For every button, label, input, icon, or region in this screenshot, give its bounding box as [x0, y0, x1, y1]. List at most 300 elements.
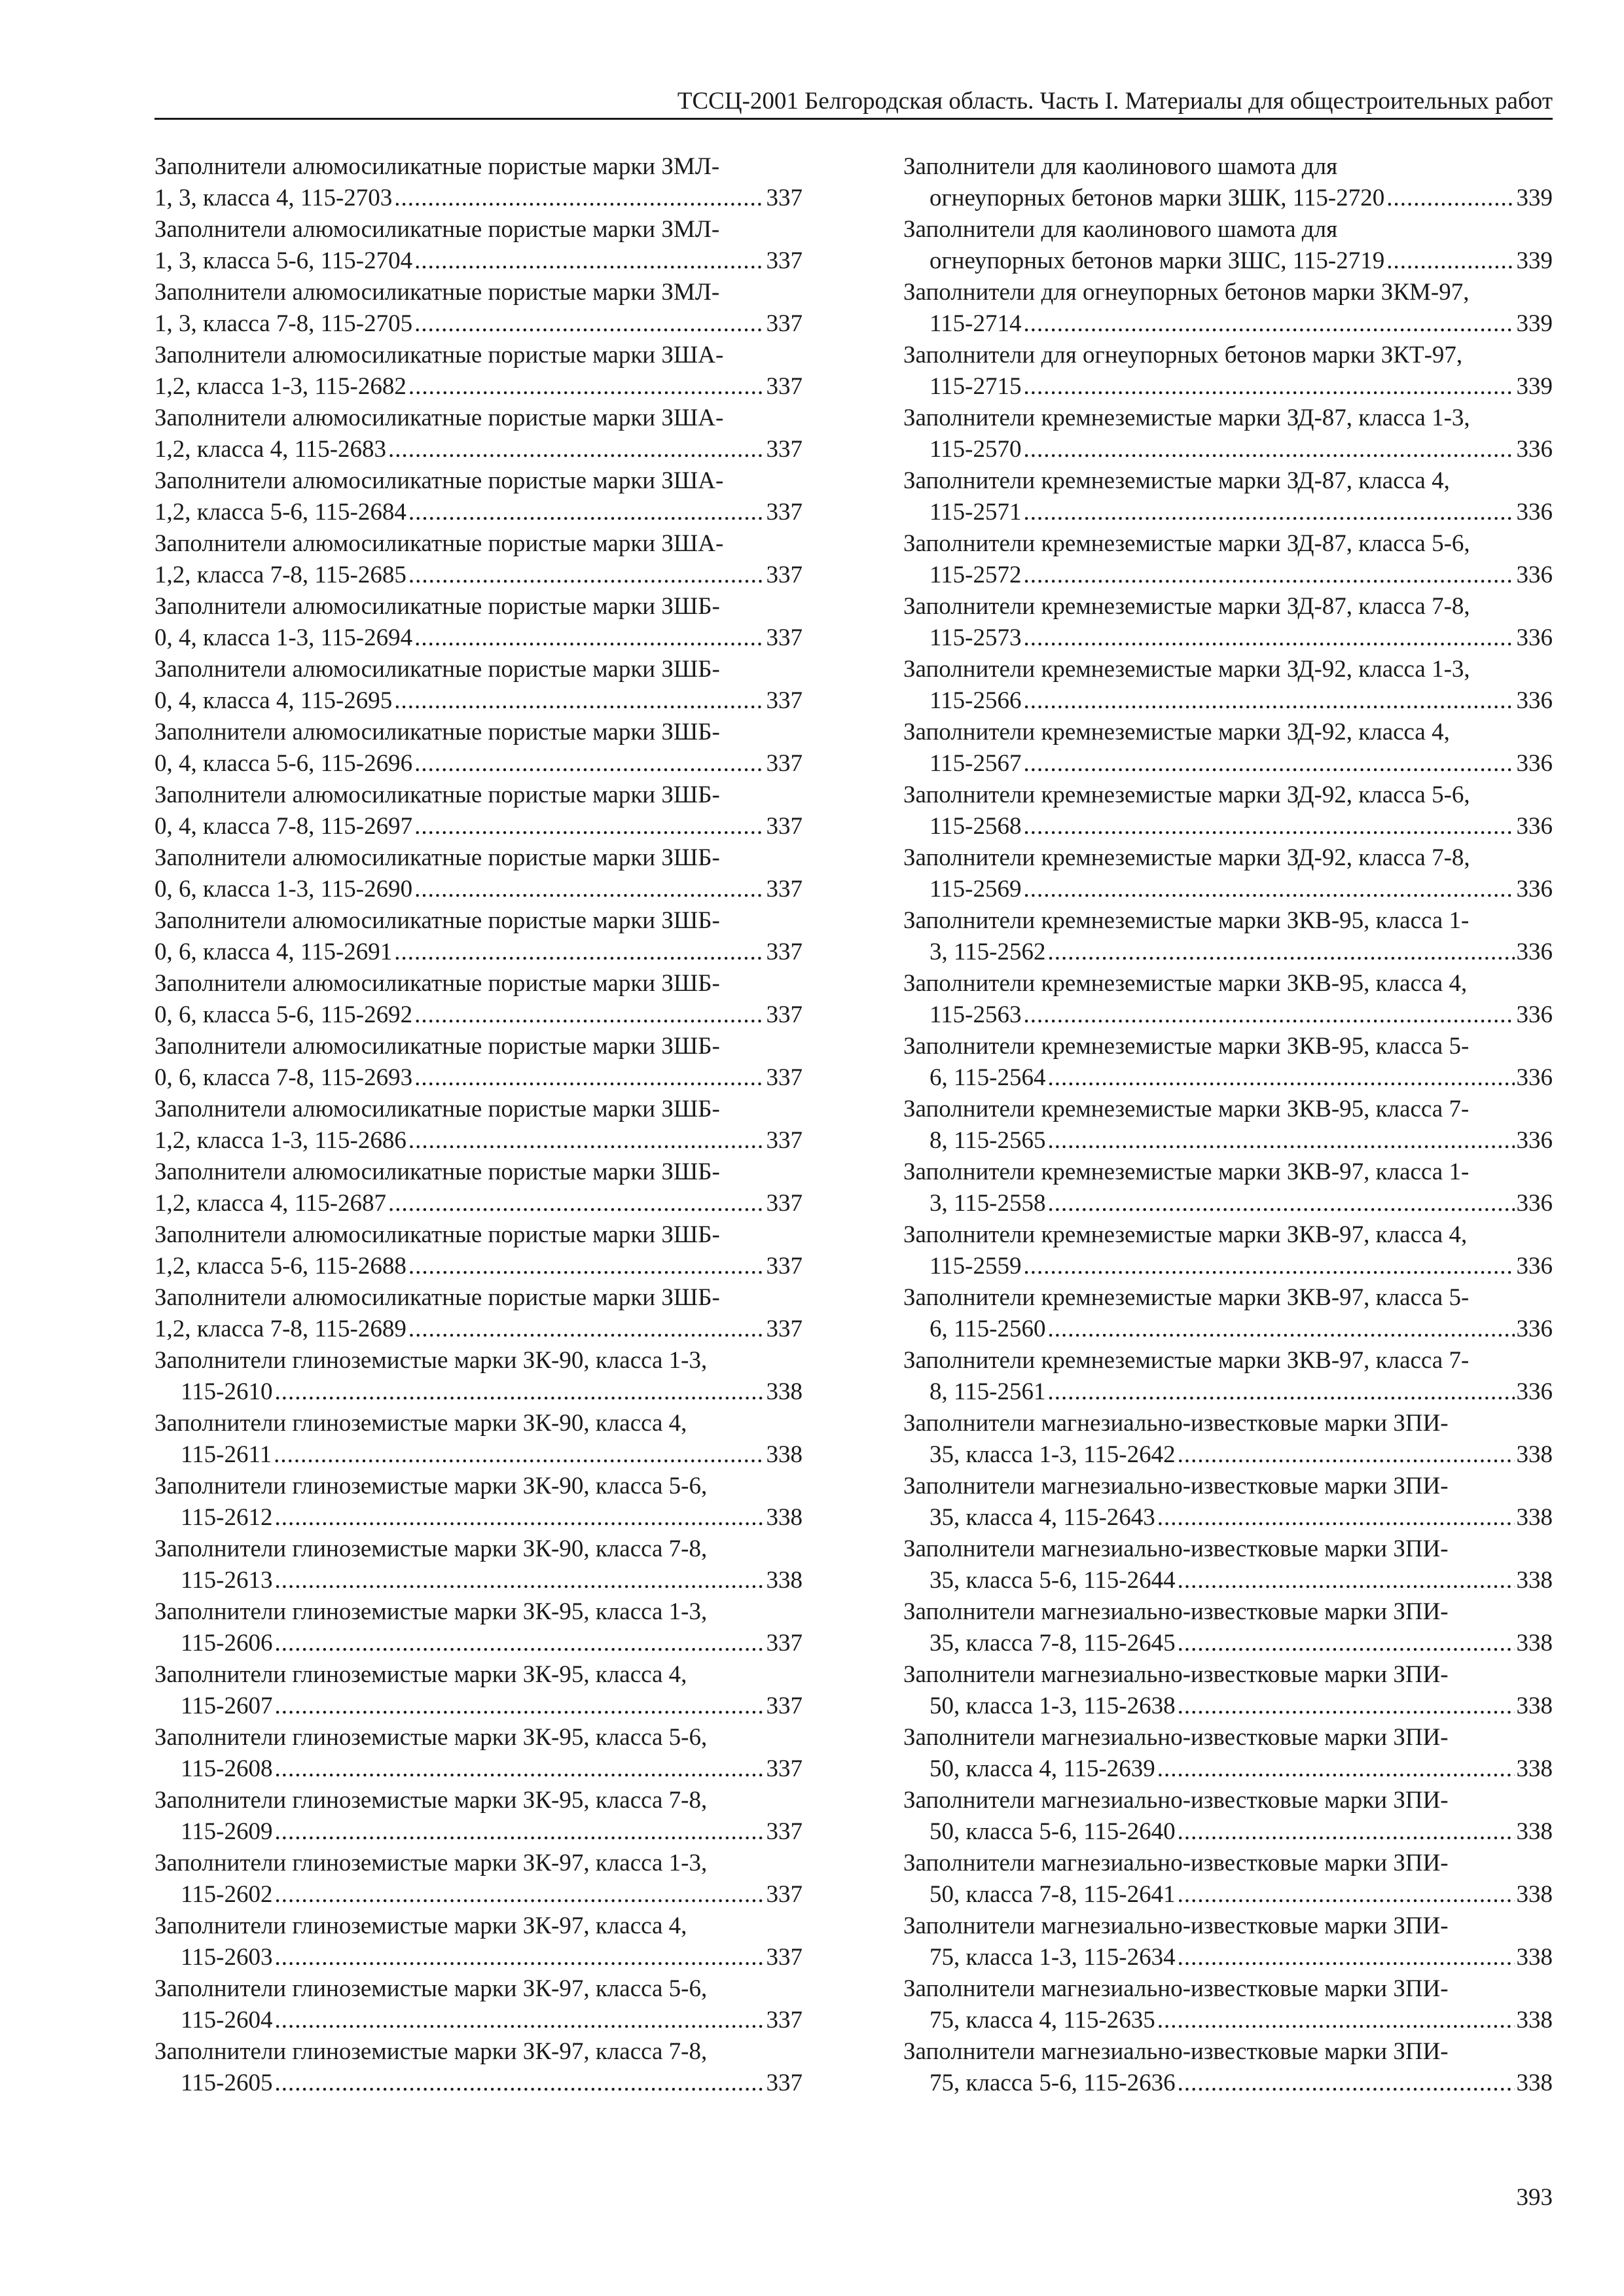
entry-page-number: 337: [766, 1190, 803, 1217]
entry-page-number: 338: [1516, 1755, 1553, 1782]
index-entry: [903, 1722, 1553, 1785]
entry-continuation: [154, 748, 803, 780]
entry-page-number: 337: [766, 624, 803, 651]
entry-code: 115-2559: [929, 1253, 1022, 1280]
dot-leader: [408, 1125, 765, 1157]
entry-page-number: 336: [1516, 499, 1553, 526]
entry-continuation: [903, 1188, 1553, 1219]
entry-continuation: [903, 1439, 1553, 1471]
entry-code: 115-2609: [181, 1818, 273, 1845]
entry-page-number: 338: [1516, 1944, 1553, 1971]
dot-leader: [1023, 308, 1514, 340]
entry-title: Заполнители алюмосиликатные пористые марки ЗША-: [154, 404, 724, 431]
entry-code: 3, 115-2562: [929, 939, 1046, 965]
entry-page-number: 336: [1516, 1001, 1553, 1028]
entry-continuation: [903, 1753, 1553, 1785]
entry-continuation: [154, 2068, 803, 2099]
entry-page-number: 338: [766, 1378, 803, 1405]
entry-code: 1, 3, класса 4, 115-2703: [154, 185, 393, 211]
dot-leader: [1047, 937, 1514, 968]
entry-page-number: 338: [1516, 1441, 1553, 1468]
index-entry: [903, 528, 1553, 591]
dot-leader: [414, 999, 764, 1031]
entry-page-number: 337: [766, 373, 803, 400]
entry-page-number: 339: [1516, 310, 1553, 337]
entry-code: 8, 115-2565: [929, 1127, 1046, 1154]
entry-continuation: [154, 1565, 803, 1596]
entry-continuation: [903, 748, 1553, 780]
dot-leader: [414, 308, 764, 340]
dot-leader: [1178, 1439, 1515, 1471]
dot-leader: [274, 1439, 764, 1471]
dot-leader: [388, 1188, 764, 1219]
entry-page-number: 338: [1516, 1881, 1553, 1908]
entry-continuation: [154, 811, 803, 842]
dot-leader: [1386, 245, 1514, 277]
entry-continuation: [903, 1879, 1553, 1910]
entry-code: огнеупорных бетонов марки ЗШК, 115-2720: [929, 185, 1385, 211]
dot-leader: [1178, 1942, 1515, 1973]
index-entry: [154, 1910, 803, 1973]
dot-leader: [1023, 685, 1514, 717]
index-entry: [154, 340, 803, 403]
entry-continuation: [154, 371, 803, 403]
index-entry: [154, 717, 803, 780]
dot-leader: [394, 937, 764, 968]
entry-code: 1, 3, класса 5-6, 115-2704: [154, 247, 413, 274]
entry-continuation: [154, 1816, 803, 1848]
entry-continuation: [903, 1628, 1553, 1659]
entry-continuation: [903, 2068, 1553, 2099]
entry-code: 115-2569: [929, 876, 1022, 903]
entry-title: Заполнители для каолинового шамота для: [903, 216, 1338, 243]
entry-code: 1, 3, класса 7-8, 115-2705: [154, 310, 413, 337]
entry-title: Заполнители магнезиально-известковые марки ЗПИ-: [903, 1661, 1449, 1688]
dot-leader: [1023, 1251, 1514, 1282]
dot-leader: [274, 1942, 764, 1973]
entry-title: Заполнители магнезиально-известковые марки ЗПИ-: [903, 1410, 1449, 1437]
entry-code: 1,2, класса 5-6, 115-2688: [154, 1253, 406, 1280]
entry-code: 115-2715: [929, 373, 1022, 400]
entry-code: 3, 115-2558: [929, 1190, 1046, 1217]
entry-page-number: 337: [766, 1316, 803, 1342]
entry-code: 1,2, класса 1-3, 115-2686: [154, 1127, 406, 1154]
index-entry: [154, 591, 803, 654]
entry-page-number: 337: [766, 2007, 803, 2034]
entry-page-number: 336: [1516, 624, 1553, 651]
entry-code: 35, класса 5-6, 115-2644: [929, 1567, 1176, 1594]
entry-code: 115-2602: [181, 1881, 273, 1908]
dot-leader: [414, 874, 764, 905]
entry-code: 115-2605: [181, 2070, 273, 2096]
entry-code: 0, 6, класса 1-3, 115-2690: [154, 876, 413, 903]
index-entry: [154, 1534, 803, 1596]
entry-continuation: [903, 685, 1553, 717]
entry-code: 50, класса 4, 115-2639: [929, 1755, 1155, 1782]
entry-code: 115-2572: [929, 562, 1022, 588]
entry-page-number: 336: [1516, 1378, 1553, 1405]
entry-code: 50, класса 5-6, 115-2640: [929, 1818, 1176, 1845]
entry-title: Заполнители алюмосиликатные пористые марки ЗША-: [154, 467, 724, 494]
entry-page-number: 337: [766, 499, 803, 526]
index-entry: [154, 1596, 803, 1659]
entry-code: 35, класса 1-3, 115-2642: [929, 1441, 1176, 1468]
entry-code: 115-2570: [929, 436, 1022, 463]
index-entry: [903, 465, 1553, 528]
entry-continuation: [154, 1942, 803, 1973]
entry-page-number: 337: [766, 1755, 803, 1782]
index-entry: [154, 1659, 803, 1722]
index-entry: [154, 403, 803, 465]
entry-continuation: [903, 811, 1553, 842]
entry-code: 115-2563: [929, 1001, 1022, 1028]
entry-code: 115-2608: [181, 1755, 273, 1782]
entry-code: огнеупорных бетонов марки ЗШС, 115-2719: [929, 247, 1385, 274]
index-entry: [903, 277, 1553, 340]
dot-leader: [388, 434, 764, 465]
entry-page-number: 336: [1516, 939, 1553, 965]
entry-title: Заполнители алюмосиликатные пористые марки ЗШБ-: [154, 970, 720, 997]
entry-page-number: 336: [1516, 1253, 1553, 1280]
entry-code: 1,2, класса 7-8, 115-2685: [154, 562, 406, 588]
entry-title: Заполнители кремнеземистые марки ЗД-92, класса 7-8,: [903, 844, 1470, 871]
dot-leader: [1023, 560, 1514, 591]
dot-leader: [274, 2068, 764, 2099]
dot-leader: [1047, 1062, 1514, 1094]
entry-continuation: [903, 1062, 1553, 1094]
entry-title: Заполнители алюмосиликатные пористые марки ЗМЛ-: [154, 216, 720, 243]
running-header: ТССЦ-2001 Белгородская область. Часть I. Материалы для общестроительных работ: [677, 88, 1553, 115]
index-entry: [903, 591, 1553, 654]
entry-continuation: [154, 1062, 803, 1094]
dot-leader: [274, 1565, 764, 1596]
entry-title: Заполнители алюмосиликатные пористые марки ЗШБ-: [154, 1033, 720, 1060]
index-entry: [903, 968, 1553, 1031]
index-entry: [903, 1157, 1553, 1219]
entry-page-number: 336: [1516, 1127, 1553, 1154]
index-entry: [154, 842, 803, 905]
entry-continuation: [154, 434, 803, 465]
entry-title: Заполнители алюмосиликатные пористые марки ЗШБ-: [154, 781, 720, 808]
dot-leader: [1023, 371, 1514, 403]
entry-continuation: [154, 1314, 803, 1345]
entry-page-number: 337: [766, 687, 803, 714]
entry-page-number: 337: [766, 1064, 803, 1091]
entry-continuation: [903, 245, 1553, 277]
entry-page-number: 338: [1516, 1630, 1553, 1657]
entry-page-number: 336: [1516, 1190, 1553, 1217]
entry-code: 115-2607: [181, 1693, 273, 1719]
entry-continuation: [903, 1376, 1553, 1408]
entry-title: Заполнители алюмосиликатные пористые марки ЗШБ-: [154, 593, 720, 620]
entry-page-number: 339: [1516, 185, 1553, 211]
index-entry: [903, 151, 1553, 214]
index-entry: [154, 2036, 803, 2099]
entry-continuation: [903, 874, 1553, 905]
entry-title: Заполнители кремнеземистые марки ЗКВ-95, класса 7-: [903, 1096, 1470, 1122]
index-entry: [903, 1785, 1553, 1848]
entry-title: Заполнители алюмосиликатные пористые марки ЗША-: [154, 342, 724, 368]
entry-code: 115-2573: [929, 624, 1022, 651]
entry-continuation: [903, 1251, 1553, 1282]
index-entry: [154, 1157, 803, 1219]
entry-title: Заполнители алюмосиликатные пористые марки ЗШБ-: [154, 1284, 720, 1311]
index-entry: [903, 717, 1553, 780]
dot-leader: [394, 685, 764, 717]
entry-title: Заполнители глиноземистые марки ЗК-97, класса 5-6,: [154, 1975, 708, 2002]
entry-title: Заполнители магнезиально-известковые марки ЗПИ-: [903, 1850, 1449, 1876]
entry-code: 6, 115-2560: [929, 1316, 1046, 1342]
entry-page-number: 336: [1516, 750, 1553, 777]
dot-leader: [408, 1251, 765, 1282]
entry-code: 50, класса 7-8, 115-2641: [929, 1881, 1176, 1908]
dot-leader: [1178, 1628, 1515, 1659]
entry-page-number: 338: [1516, 1693, 1553, 1719]
entry-code: 115-2613: [181, 1567, 273, 1594]
entry-title: Заполнители кремнеземистые марки ЗКВ-97, класса 4,: [903, 1221, 1468, 1248]
entry-page-number: 336: [1516, 436, 1553, 463]
entry-continuation: [903, 1565, 1553, 1596]
index-entry: [903, 1282, 1553, 1345]
entry-title: Заполнители кремнеземистые марки ЗКВ-95, класса 1-: [903, 907, 1470, 934]
index-entry: [154, 1722, 803, 1785]
entry-continuation: [903, 560, 1553, 591]
dot-leader: [1023, 434, 1514, 465]
index-entry: [903, 214, 1553, 277]
entry-title: Заполнители глиноземистые марки ЗК-97, класса 7-8,: [154, 2038, 708, 2065]
entry-title: Заполнители магнезиально-известковые марки ЗПИ-: [903, 2038, 1449, 2065]
entry-title: Заполнители алюмосиликатные пористые марки ЗША-: [154, 530, 724, 557]
entry-continuation: [154, 1376, 803, 1408]
entry-code: 0, 4, класса 4, 115-2695: [154, 687, 393, 714]
entry-continuation: [903, 2005, 1553, 2036]
entry-page-number: 337: [766, 185, 803, 211]
entry-page-number: 337: [766, 1630, 803, 1657]
dot-leader: [1157, 1753, 1515, 1785]
entry-page-number: 338: [766, 1567, 803, 1594]
entry-title: Заполнители глиноземистые марки ЗК-95, класса 5-6,: [154, 1724, 708, 1751]
index-entry: [154, 1848, 803, 1910]
entry-page-number: 337: [766, 1253, 803, 1280]
entry-page-number: 337: [766, 939, 803, 965]
dot-leader: [1047, 1376, 1514, 1408]
dot-leader: [1047, 1188, 1514, 1219]
entry-page-number: 337: [766, 1818, 803, 1845]
index-entry: [154, 1345, 803, 1408]
entry-page-number: 336: [1516, 1064, 1553, 1091]
dot-leader: [414, 622, 764, 654]
entry-page-number: 337: [766, 1001, 803, 1028]
entry-page-number: 337: [766, 1693, 803, 1719]
entry-page-number: 338: [766, 1504, 803, 1531]
dot-leader: [274, 1628, 764, 1659]
dot-leader: [408, 560, 765, 591]
entry-continuation: [154, 497, 803, 528]
entry-page-number: 337: [766, 247, 803, 274]
entry-continuation: [154, 1439, 803, 1471]
entry-page-number: 338: [1516, 1504, 1553, 1531]
entry-code: 1,2, класса 4, 115-2687: [154, 1190, 387, 1217]
index-entry: [903, 1408, 1553, 1471]
entry-title: Заполнители магнезиально-известковые марки ЗПИ-: [903, 1724, 1449, 1751]
index-entry: [154, 1282, 803, 1345]
entry-code: 75, класса 1-3, 115-2634: [929, 1944, 1176, 1971]
index-entry: [903, 1659, 1553, 1722]
entry-code: 1,2, класса 5-6, 115-2684: [154, 499, 406, 526]
entry-title: Заполнители кремнеземистые марки ЗКВ-95, класса 5-: [903, 1033, 1470, 1060]
entry-title: Заполнители глиноземистые марки ЗК-90, класса 4,: [154, 1410, 687, 1437]
entry-page-number: 336: [1516, 1316, 1553, 1342]
index-column-right: [903, 151, 1553, 2099]
entry-title: Заполнители магнезиально-известковые марки ЗПИ-: [903, 1912, 1449, 1939]
entry-title: Заполнители кремнеземистые марки ЗД-87, класса 5-6,: [903, 530, 1470, 557]
dot-leader: [1023, 874, 1514, 905]
entry-page-number: 339: [1516, 373, 1553, 400]
entry-continuation: [154, 1188, 803, 1219]
entry-code: 8, 115-2561: [929, 1378, 1046, 1405]
entry-code: 0, 4, класса 1-3, 115-2694: [154, 624, 413, 651]
entry-code: 115-2603: [181, 1944, 273, 1971]
entry-page-number: 338: [1516, 2070, 1553, 2096]
index-entry: [903, 1345, 1553, 1408]
entry-continuation: [903, 1502, 1553, 1534]
entry-page-number: 337: [766, 1944, 803, 1971]
index-entry: [154, 780, 803, 842]
entry-code: 0, 4, класса 5-6, 115-2696: [154, 750, 413, 777]
index-entry: [903, 905, 1553, 968]
dot-leader: [1023, 999, 1514, 1031]
index-entry: [903, 1596, 1553, 1659]
dot-leader: [1386, 183, 1514, 214]
index-entry: [154, 528, 803, 591]
entry-continuation: [903, 1691, 1553, 1722]
entry-page-number: 338: [1516, 2007, 1553, 2034]
entry-code: 1,2, класса 1-3, 115-2682: [154, 373, 406, 400]
entry-title: Заполнители алюмосиликатные пористые марки ЗШБ-: [154, 1096, 720, 1122]
dot-leader: [1157, 1502, 1515, 1534]
entry-page-number: 337: [766, 876, 803, 903]
entry-continuation: [154, 1879, 803, 1910]
index-entry: [903, 1219, 1553, 1282]
entry-continuation: [154, 1125, 803, 1157]
entry-title: Заполнители глиноземистые марки ЗК-95, класса 1-3,: [154, 1598, 708, 1625]
dot-leader: [1023, 748, 1514, 780]
entry-title: Заполнители алюмосиликатные пористые марки ЗШБ-: [154, 907, 720, 934]
index-entry: [154, 465, 803, 528]
entry-title: Заполнители кремнеземистые марки ЗД-87, класса 4,: [903, 467, 1450, 494]
entry-title: Заполнители глиноземистые марки ЗК-97, класса 1-3,: [154, 1850, 708, 1876]
index-entry: [903, 2036, 1553, 2099]
entry-page-number: 337: [766, 1881, 803, 1908]
dot-leader: [274, 1502, 764, 1534]
dot-leader: [1023, 811, 1514, 842]
entry-title: Заполнители кремнеземистые марки ЗКВ-97, класса 1-: [903, 1158, 1470, 1185]
entry-title: Заполнители кремнеземистые марки ЗКВ-97, класса 7-: [903, 1347, 1470, 1374]
dot-leader: [408, 371, 765, 403]
index-entry: [154, 1094, 803, 1157]
entry-continuation: [154, 622, 803, 654]
entry-continuation: [154, 1502, 803, 1534]
index-entry: [903, 1910, 1553, 1973]
index-entry: [903, 654, 1553, 717]
dot-leader: [394, 183, 764, 214]
entry-title: Заполнители глиноземистые марки ЗК-95, класса 4,: [154, 1661, 687, 1688]
entry-code: 1,2, класса 7-8, 115-2689: [154, 1316, 406, 1342]
entry-code: 115-2566: [929, 687, 1022, 714]
entry-code: 0, 4, класса 7-8, 115-2697: [154, 813, 413, 840]
header-rule: [154, 118, 1553, 120]
entry-page-number: 337: [766, 1127, 803, 1154]
dot-leader: [1178, 1879, 1515, 1910]
index-entry: [154, 1031, 803, 1094]
dot-leader: [274, 1816, 764, 1848]
entry-continuation: [903, 497, 1553, 528]
entry-title: Заполнители глиноземистые марки ЗК-90, класса 1-3,: [154, 1347, 708, 1374]
dot-leader: [414, 1062, 764, 1094]
entry-continuation: [903, 1125, 1553, 1157]
entry-code: 75, класса 4, 115-2635: [929, 2007, 1155, 2034]
entry-continuation: [154, 245, 803, 277]
entry-title: Заполнители кремнеземистые марки ЗКВ-95, класса 4,: [903, 970, 1468, 997]
dot-leader: [274, 2005, 764, 2036]
index-entry: [154, 1973, 803, 2036]
entry-continuation: [903, 183, 1553, 214]
entry-code: 115-2604: [181, 2007, 273, 2034]
entry-code: 75, класса 5-6, 115-2636: [929, 2070, 1176, 2096]
entry-continuation: [154, 2005, 803, 2036]
entry-continuation: [154, 308, 803, 340]
entry-page-number: 338: [1516, 1818, 1553, 1845]
entry-title: Заполнители глиноземистые марки ЗК-90, класса 5-6,: [154, 1473, 708, 1499]
index-entry: [903, 1534, 1553, 1596]
dot-leader: [1178, 1691, 1515, 1722]
index-entry: [154, 654, 803, 717]
entry-code: 0, 6, класса 5-6, 115-2692: [154, 1001, 413, 1028]
index-entry: [154, 1785, 803, 1848]
entry-continuation: [903, 1942, 1553, 1973]
entry-continuation: [154, 1691, 803, 1722]
entry-page-number: 336: [1516, 876, 1553, 903]
dot-leader: [414, 245, 764, 277]
dot-leader: [274, 1376, 764, 1408]
entry-page-number: 336: [1516, 813, 1553, 840]
entry-page-number: 337: [766, 750, 803, 777]
entry-continuation: [154, 685, 803, 717]
entry-code: 115-2611: [181, 1441, 272, 1468]
index-entry: [903, 403, 1553, 465]
dot-leader: [1178, 2068, 1515, 2099]
entry-code: 115-2568: [929, 813, 1022, 840]
entry-title: Заполнители глиноземистые марки ЗК-95, класса 7-8,: [154, 1787, 708, 1814]
index-entry: [154, 151, 803, 214]
entry-page-number: 339: [1516, 247, 1553, 274]
entry-title: Заполнители магнезиально-известковые марки ЗПИ-: [903, 1975, 1449, 2002]
entry-page-number: 337: [766, 562, 803, 588]
entry-code: 50, класса 1-3, 115-2638: [929, 1693, 1176, 1719]
entry-continuation: [903, 937, 1553, 968]
entry-title: Заполнители кремнеземистые марки ЗД-92, класса 1-3,: [903, 656, 1470, 683]
entry-code: 6, 115-2564: [929, 1064, 1046, 1091]
entry-title: Заполнители магнезиально-известковые марки ЗПИ-: [903, 1473, 1449, 1499]
dot-leader: [408, 1314, 765, 1345]
dot-leader: [408, 497, 765, 528]
index-entry: [903, 780, 1553, 842]
entry-continuation: [154, 999, 803, 1031]
entry-title: Заполнители алюмосиликатные пористые марки ЗМЛ-: [154, 153, 720, 180]
page-number: 393: [1516, 2184, 1553, 2211]
entry-code: 115-2571: [929, 499, 1022, 526]
entry-title: Заполнители кремнеземистые марки ЗД-92, класса 4,: [903, 719, 1450, 745]
